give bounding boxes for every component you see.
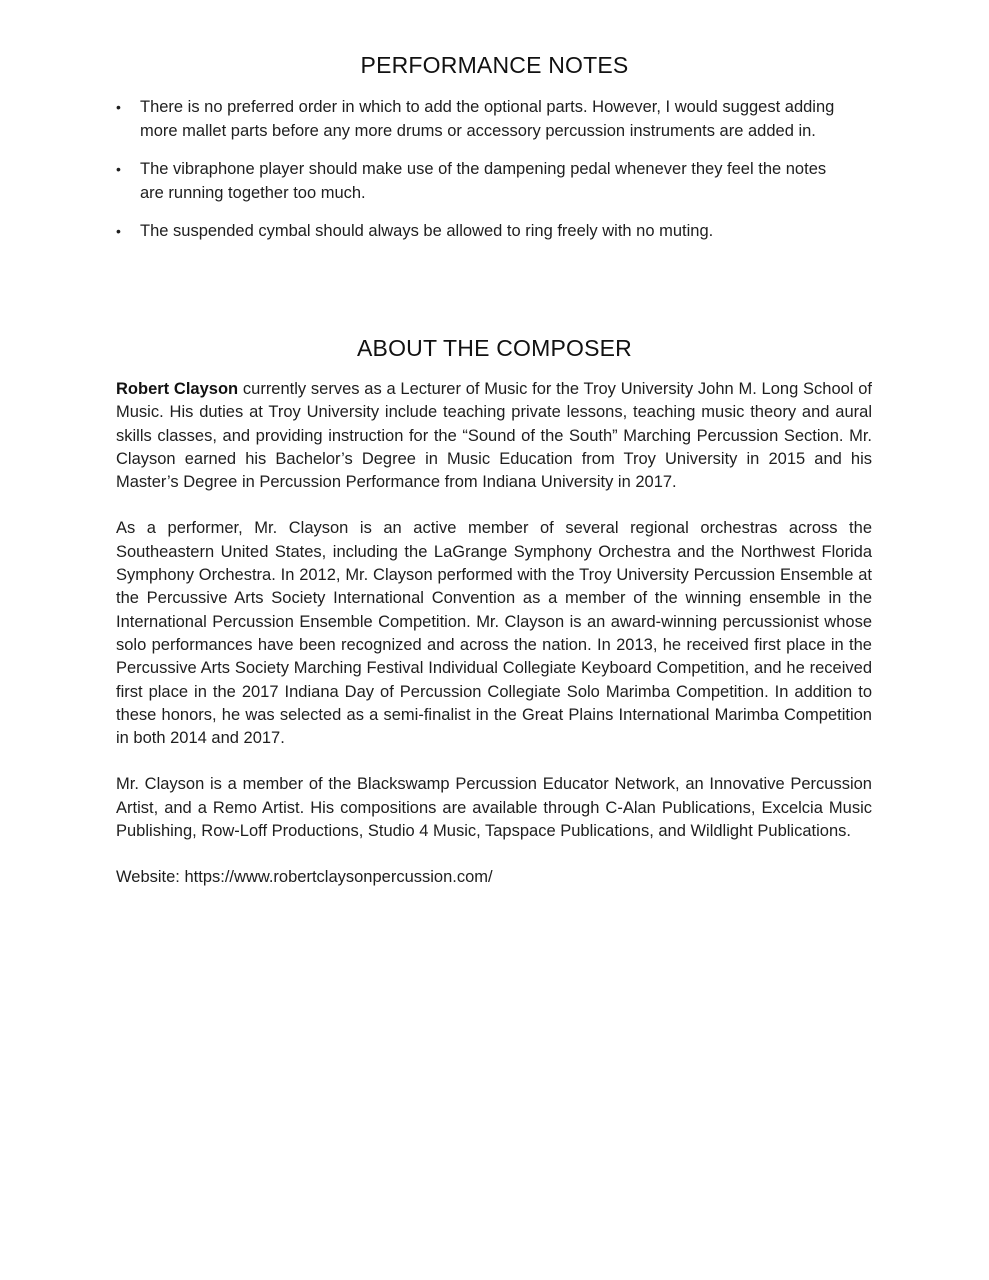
note-text: The suspended cymbal should always be allowed to ring freely with no muting. [140,222,714,240]
list-item [116,220,851,244]
list-item [116,96,851,143]
bio-paragraph-3: Mr. Clayson is a member of the Blackswamp Percussion Educator Network, an Innovative Percussion Artist, and a Remo Artist. His compositions are available through C-Alan Publications, Excelcia Music Publishing, Row-Loff Productions, Studio 4 Music, Tapspace Publications, and Wildlight Publications. [116,775,872,841]
note-text: The vibraphone player should make use of the dampening pedal whenever they feel the notes are running together too much. [140,160,827,202]
note-text: There is no preferred order in which to add the optional parts. However, I would suggest adding more mallet parts before any more drums or accessory percussion instruments are added in. [140,98,835,140]
bullet-icon: • [116,223,121,239]
bio-paragraph-1 [116,378,872,494]
composer-name: Robert Clayson [116,380,239,398]
bio-paragraph-1-text: currently serves as a Lecturer of Music for the Troy University John M. Long School of Music. His duties at Troy University include teaching private lessons, teaching music theory and aural skills classes, and providing instruction for the “Sound of the South” Marching Percussion Section. Mr. Clayson earned his Bachelor’s Degree in Music Education from Troy University in 2015 and his Master’s Degree in Percussion Performance from Indiana University in 2017. [116,380,872,492]
bullet-icon: • [116,161,121,177]
about-composer-body [116,378,872,889]
website-line: Website: https://www.robertclaysonpercussion.com/ [116,868,493,887]
performance-notes-list [116,96,851,259]
about-composer-title: ABOUT THE COMPOSER [357,335,632,361]
bio-paragraph-2: As a performer, Mr. Clayson is an active member of several regional orchestras across the Southeastern United States, including the LaGrange Symphony Orchestra and the Northwest Florida Symphony Orchestra. In 2012, Mr. Clayson performed with the Troy University Percussion Ensemble at the Percussive Arts Society International Convention as a member of the winning ensemble in the International Percussion Ensemble Competition. Mr. Clayson is an award-winning percussionist whose solo performances have been recognized and across the nation. In 2013, he received first place in the Percussive Arts Society Marching Festival Individual Collegiate Keyboard Competition, and he received first place in the 2017 Indiana Day of Percussion Collegiate Solo Marimba Competition. In addition to these honors, he was selected as a semi-finalist in the Great Plains International Marimba Competition in both 2014 and 2017. [116,519,872,748]
list-item [116,158,851,205]
performance-notes-title: PERFORMANCE NOTES [360,52,629,78]
bullet-icon: • [116,99,121,115]
